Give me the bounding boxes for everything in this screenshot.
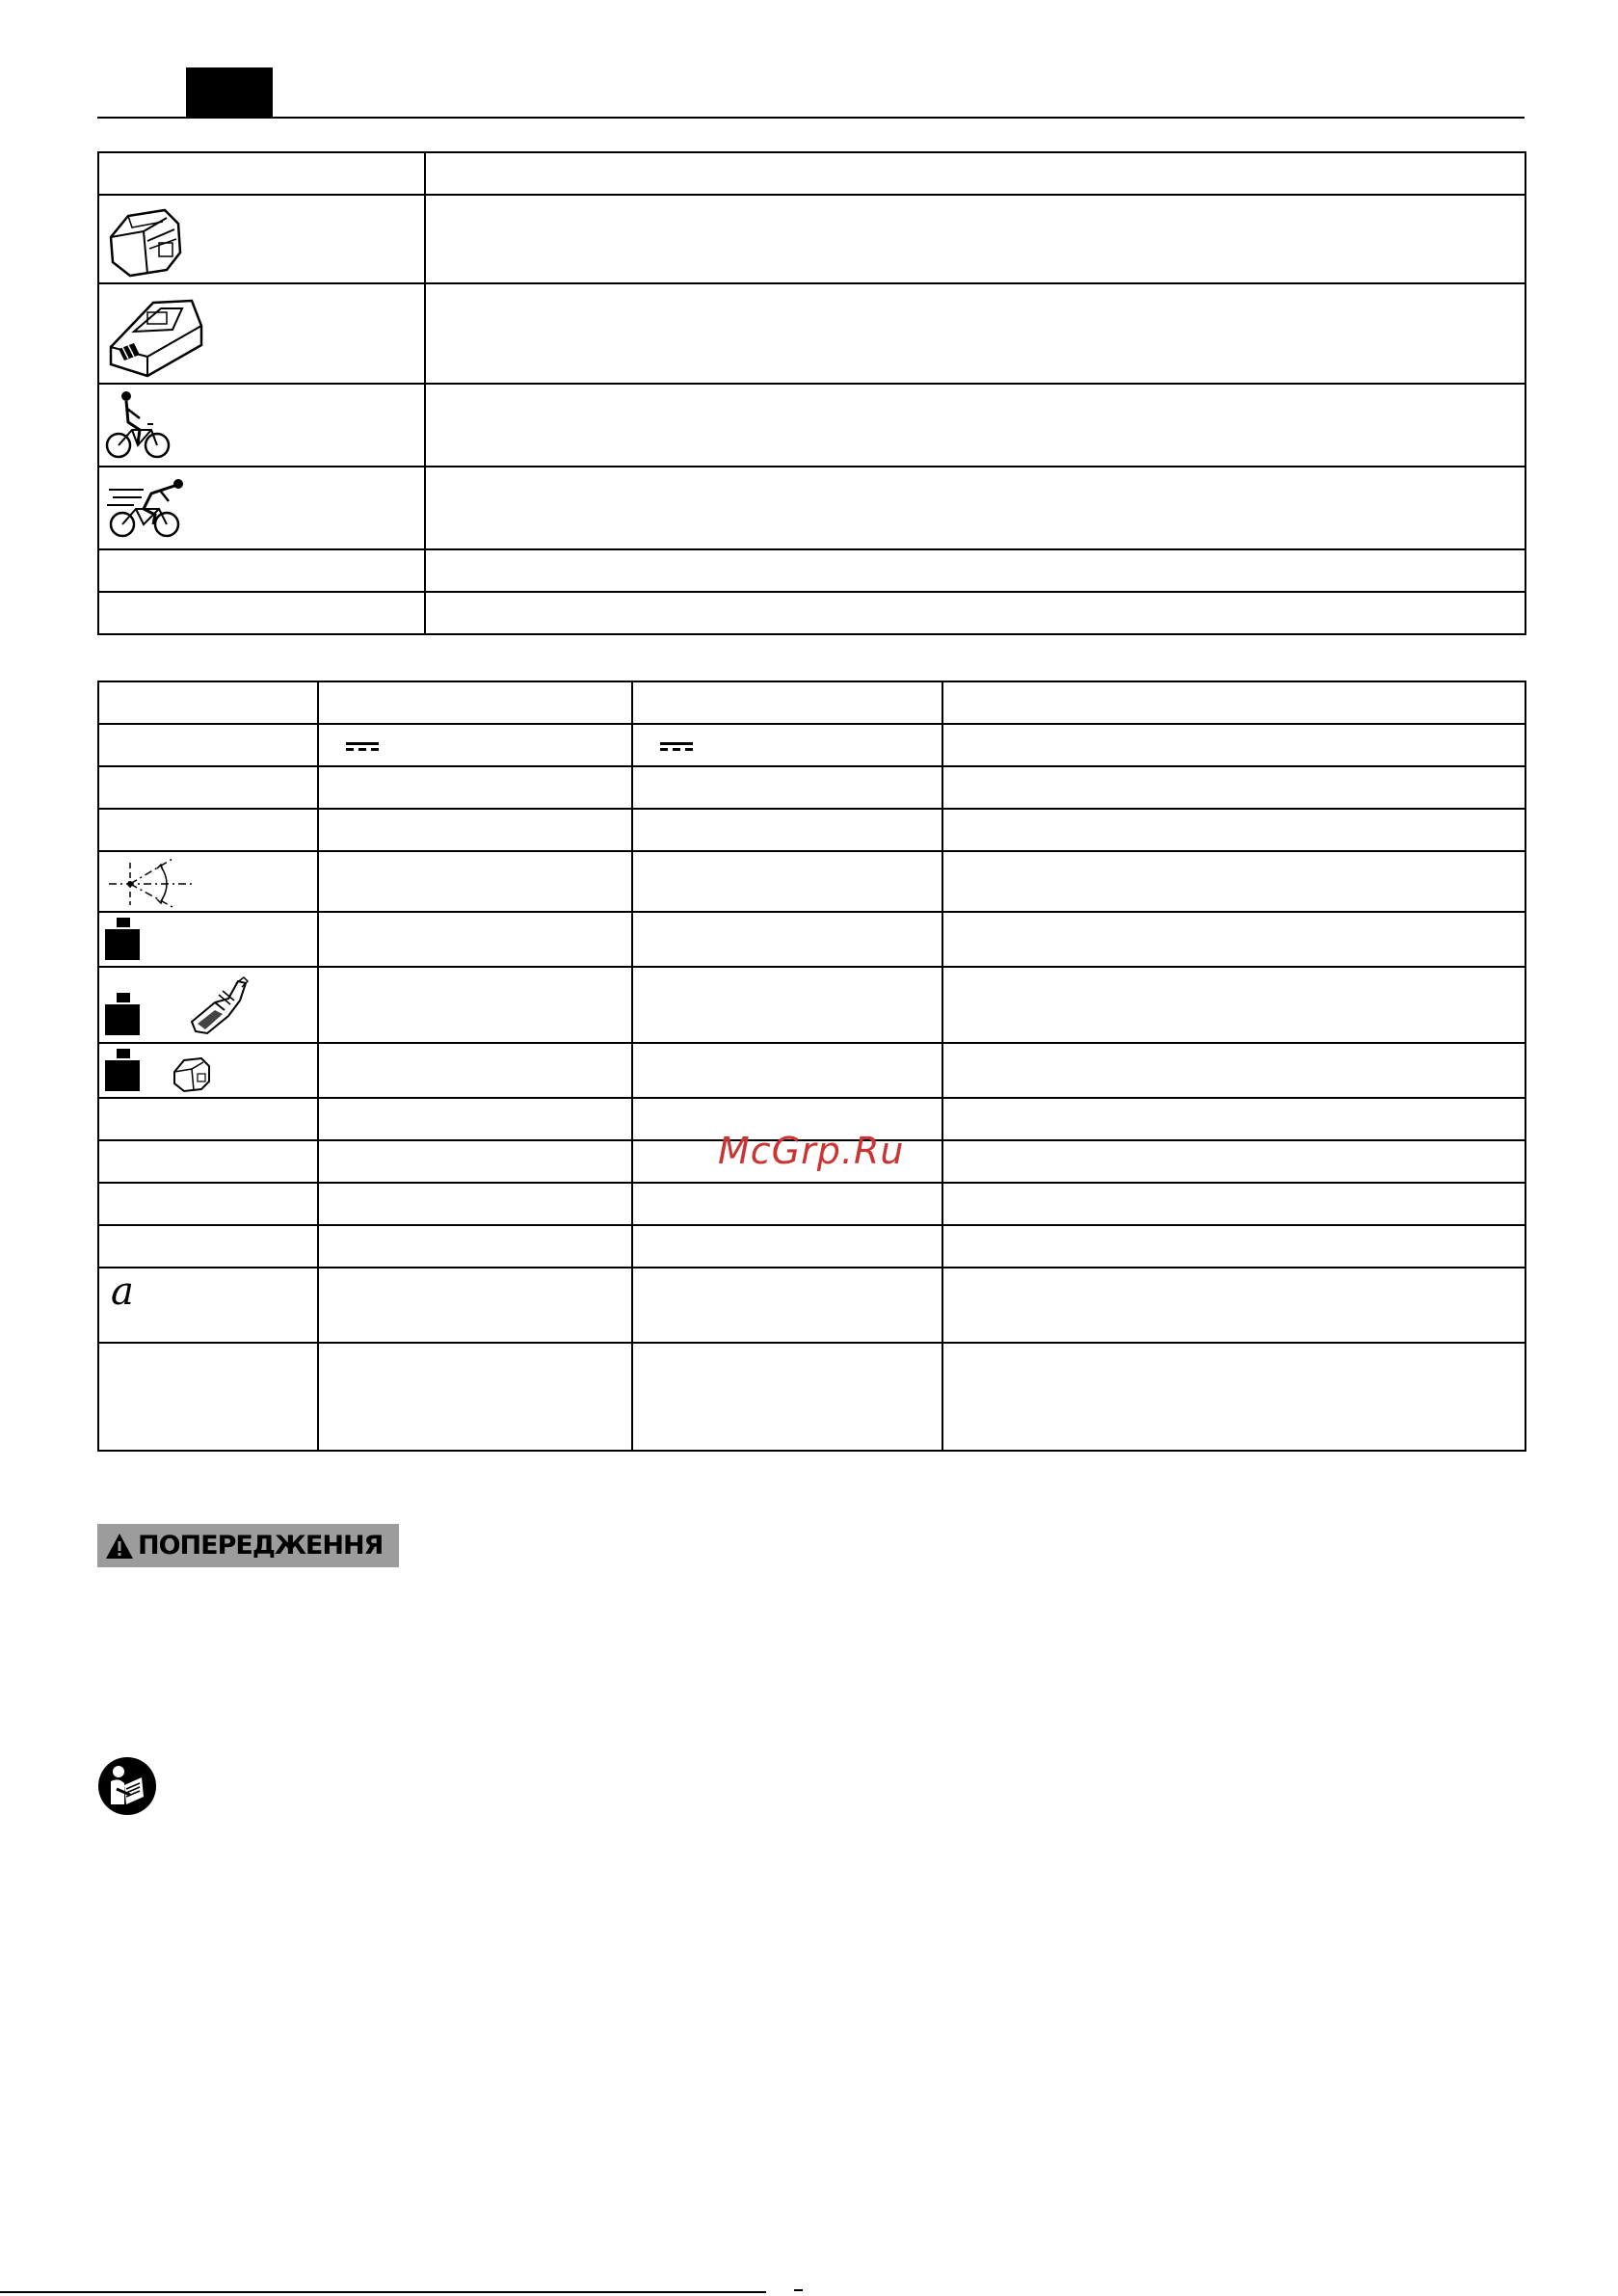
battery-pack-icon <box>105 199 418 280</box>
table-cell <box>425 549 1525 592</box>
table-cell <box>942 1343 1525 1451</box>
table-cell <box>318 912 632 967</box>
table-cell <box>318 1140 632 1183</box>
header-rule <box>97 117 1525 119</box>
battery-pack-icon <box>171 1053 213 1093</box>
table-cell <box>98 681 318 724</box>
table-row <box>98 384 1525 467</box>
table-cell <box>318 967 632 1043</box>
table-cell <box>98 1183 318 1225</box>
table-cell <box>318 1225 632 1268</box>
table-cell <box>942 809 1525 851</box>
table-cell <box>632 809 942 851</box>
table-row <box>98 1043 1525 1098</box>
table-cell <box>318 766 632 809</box>
table-cell <box>942 1098 1525 1140</box>
table-row <box>98 967 1525 1043</box>
table-row <box>98 592 1525 634</box>
table-cell <box>632 912 942 967</box>
watermark: McGrp.Ru <box>718 1130 905 1172</box>
dc-voltage-icon <box>660 742 693 751</box>
table-cell <box>98 1140 318 1183</box>
table-cell <box>98 724 318 766</box>
table-row <box>98 681 1525 724</box>
table-cell <box>942 1140 1525 1183</box>
table-cell <box>98 549 425 592</box>
battery-charger-icon <box>105 287 418 380</box>
fast-cyclist-icon <box>105 476 418 540</box>
vibration-symbol: a <box>111 1269 134 1314</box>
technical-data-table <box>97 681 1526 1452</box>
table-cell <box>318 1268 632 1343</box>
warning-banner <box>97 1524 399 1567</box>
table-cell <box>942 681 1525 724</box>
table-cell <box>425 195 1525 283</box>
table-cell <box>632 766 942 809</box>
table-cell <box>632 967 942 1043</box>
table-cell <box>98 1268 318 1343</box>
table-row <box>98 1268 1525 1343</box>
dc-voltage-icon <box>346 742 379 751</box>
table-row <box>98 152 1525 195</box>
table-cell <box>98 766 318 809</box>
table-cell <box>632 1225 942 1268</box>
warning-label: ПОПЕРЕДЖЕННЯ <box>138 1531 384 1561</box>
table-row <box>98 851 1525 912</box>
table-cell <box>942 967 1525 1043</box>
table-cell <box>942 1043 1525 1098</box>
table-cell <box>318 681 632 724</box>
table-cell <box>98 809 318 851</box>
weight-icon <box>105 918 311 962</box>
table-cell <box>98 384 425 467</box>
table-cell <box>425 152 1525 195</box>
table-cell <box>98 195 425 283</box>
table-cell <box>632 1043 942 1098</box>
weight-icon <box>105 993 142 1037</box>
table-cell <box>98 1043 318 1098</box>
footer-mark <box>794 2289 803 2291</box>
multitool-icon <box>186 974 250 1037</box>
table-cell <box>942 851 1525 912</box>
table-cell <box>98 851 318 912</box>
table-cell <box>632 681 942 724</box>
table-cell <box>942 724 1525 766</box>
read-manual-icon <box>97 1756 157 1816</box>
table-cell <box>98 1343 318 1451</box>
table-cell <box>942 766 1525 809</box>
table-cell <box>632 1343 942 1451</box>
table-cell <box>425 384 1525 467</box>
table-row <box>98 912 1525 967</box>
table-cell <box>98 912 318 967</box>
cyclist-icon <box>105 389 418 461</box>
table-cell <box>632 1183 942 1225</box>
table-cell <box>318 851 632 912</box>
table-cell <box>632 724 942 766</box>
table-cell <box>318 1098 632 1140</box>
table-cell <box>318 1043 632 1098</box>
weight-icon <box>105 1049 142 1093</box>
table-row <box>98 1225 1525 1268</box>
table-cell <box>942 1183 1525 1225</box>
table-row <box>98 724 1525 766</box>
table-cell <box>632 1268 942 1343</box>
table-cell <box>318 1343 632 1451</box>
table-cell <box>98 592 425 634</box>
table-cell <box>425 467 1525 549</box>
table-cell <box>942 1225 1525 1268</box>
table-row <box>98 1183 1525 1225</box>
table-row <box>98 549 1525 592</box>
table-cell <box>632 851 942 912</box>
table-row <box>98 1343 1525 1451</box>
table-row <box>98 283 1525 384</box>
table-cell <box>425 592 1525 634</box>
table-cell <box>942 912 1525 967</box>
table-cell <box>318 809 632 851</box>
oscillation-angle-icon <box>105 855 311 909</box>
table-cell <box>98 467 425 549</box>
table-cell <box>98 1098 318 1140</box>
table-cell <box>98 283 425 384</box>
table-cell <box>98 1225 318 1268</box>
table-cell <box>942 1268 1525 1343</box>
table-cell <box>318 1183 632 1225</box>
table-row <box>98 467 1525 549</box>
table-cell <box>318 724 632 766</box>
table-row <box>98 766 1525 809</box>
compatibility-table <box>97 151 1526 635</box>
warning-triangle-icon <box>105 1533 134 1560</box>
table-cell <box>98 152 425 195</box>
header-tab <box>186 67 273 118</box>
table-row <box>98 809 1525 851</box>
table-row <box>98 195 1525 283</box>
table-cell <box>98 967 318 1043</box>
table-cell <box>425 283 1525 384</box>
footer-rule <box>0 2291 766 2293</box>
